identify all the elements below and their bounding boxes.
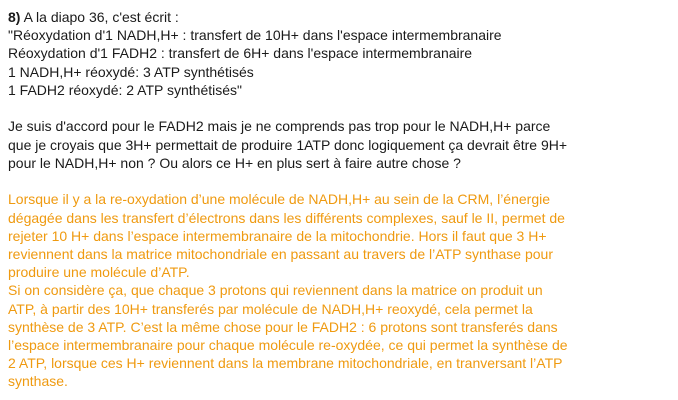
paragraph-spacer bbox=[8, 172, 676, 190]
qa-document bbox=[8, 8, 676, 391]
comment-line: pour le NADH,H+ non ? Ou alors ce H+ en plus sert à faire autre chose ? bbox=[8, 154, 461, 171]
answer-line: produire une molécule d’ATP. bbox=[8, 264, 190, 281]
answer-line: reviennent dans la matrice mitochondriale en passant au travers de l’ATP synthase pour bbox=[8, 246, 554, 263]
comment-line: que je croyais que 3H+ permettait de produire 1ATP donc logiquement ça devrait être 9H+ bbox=[8, 136, 568, 153]
answer-block bbox=[8, 190, 676, 390]
answer-line: synthase. bbox=[8, 373, 68, 390]
quoted-slide-line: 1 NADH,H+ réoxydé: 3 ATP synthétisés bbox=[8, 63, 254, 80]
comment-line: Je suis d'accord pour le FADH2 mais je ne comprends pas trop pour le NADH,H+ parce bbox=[8, 118, 551, 135]
question-block bbox=[8, 8, 676, 99]
answer-line: 2 ATP, lorsque ces H+ reviennent dans la membrane mitochondriale, en tranversant l’ATP bbox=[8, 355, 563, 372]
student-comment-block bbox=[8, 117, 676, 172]
quoted-slide-line: 1 FADH2 réoxydé: 2 ATP synthétisés" bbox=[8, 81, 243, 98]
paragraph-spacer bbox=[8, 99, 676, 117]
answer-line: Lorsque il y a la re-oxydation d’une molécule de NADH,H+ au sein de la CRM, l’énergie bbox=[8, 191, 551, 208]
question-header-line bbox=[8, 8, 676, 26]
quoted-slide-line: Réoxydation d'1 FADH2 : transfert de 6H+ dans l'espace intermembranaire bbox=[8, 45, 473, 62]
answer-line: dégagée dans les transfert d’électrons dans les différents complexes, sauf le II, permet de bbox=[8, 209, 565, 226]
answer-line: rejeter 10 H+ dans l’espace intermembranaire de la mitochondrie. Hors il faut que 3 H+ bbox=[8, 227, 547, 244]
answer-line: Si on considère ça, que chaque 3 protons qui reviennent dans la matrice on produit un bbox=[8, 282, 543, 299]
question-intro: A la diapo 36, c'est écrit : bbox=[23, 9, 179, 25]
answer-line: l’espace intermembranaire pour chaque molécule re-oxydée, ce qui permet la synthèse de bbox=[8, 337, 568, 354]
question-number: 8) bbox=[8, 9, 21, 25]
answer-line: synthèse de 3 ATP. C’est la même chose pour le FADH2 : 6 protons sont transferés dans bbox=[8, 318, 558, 335]
answer-line: ATP, à partir des 10H+ transferés par molécule de NADH,H+ reoxydé, cela permet la bbox=[8, 300, 533, 317]
quoted-slide-line: "Réoxydation d'1 NADH,H+ : transfert de 10H+ dans l'espace intermembranaire bbox=[8, 27, 502, 44]
